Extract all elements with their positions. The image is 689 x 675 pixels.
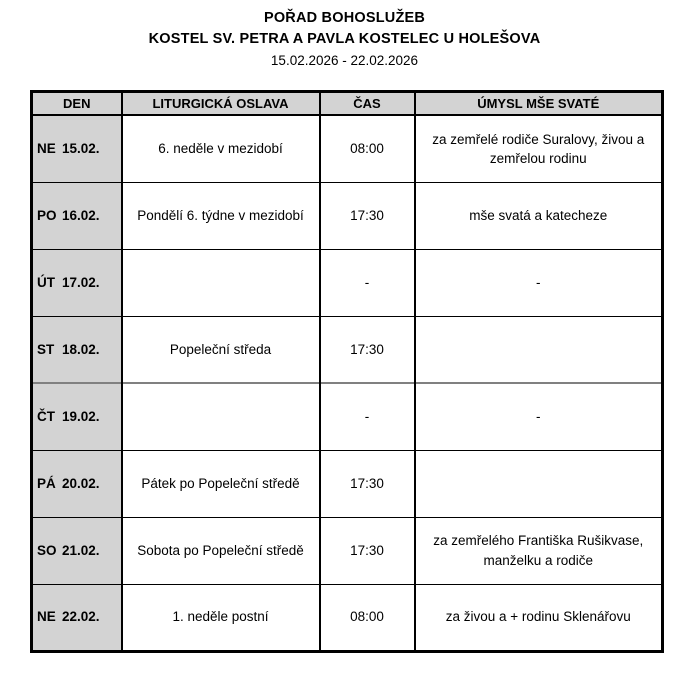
- day-cell: [32, 584, 122, 651]
- table-row: [32, 249, 663, 316]
- intention-cell: za zemřelého Františka Rušikvase, manželku a rodiče: [415, 517, 663, 584]
- day-abbr: PO: [37, 207, 57, 223]
- time-cell: 17:30: [320, 182, 415, 249]
- column-header-time: ČAS: [320, 92, 415, 116]
- day-cell: [32, 316, 122, 383]
- header-row: [32, 92, 663, 116]
- day-cell: [32, 115, 122, 182]
- day-abbr: NE: [37, 609, 56, 625]
- day-date: 16.02.: [62, 207, 100, 223]
- intention-cell: mše svatá a katecheze: [415, 182, 663, 249]
- church-title: KOSTEL SV. PETRA A PAVLA KOSTELEC U HOLEŠOVA: [148, 31, 541, 47]
- column-header-celebration: LITURGICKÁ OSLAVA: [122, 92, 320, 116]
- day-date: 15.02.: [62, 141, 100, 157]
- intention-cell: -: [415, 249, 663, 316]
- schedule-table: [30, 90, 664, 653]
- celebration-cell: Sobota po Popeleční středě: [122, 517, 320, 584]
- table-row: [32, 115, 663, 182]
- celebration-cell: [122, 383, 320, 450]
- time-cell: 08:00: [320, 584, 415, 651]
- celebration-cell: 6. neděle v mezidobí: [122, 115, 320, 182]
- celebration-cell: Pátek po Popeleční středě: [122, 450, 320, 517]
- day-cell: [32, 450, 122, 517]
- intention-cell: -: [415, 383, 663, 450]
- day-abbr: ÚT: [37, 274, 55, 290]
- day-abbr: ST: [37, 341, 55, 357]
- celebration-cell: 1. neděle postní: [122, 584, 320, 651]
- intention-cell: za zemřelé rodiče Suralovy, živou a zemřelou rodinu: [415, 115, 663, 182]
- day-abbr: PÁ: [37, 475, 56, 491]
- day-cell: [32, 517, 122, 584]
- time-cell: -: [320, 249, 415, 316]
- page-header: [0, 0, 689, 71]
- date-range: 15.02.2026 - 22.02.2026: [270, 53, 419, 68]
- day-date: 20.02.: [62, 475, 100, 491]
- celebration-cell: Popeleční středa: [122, 316, 320, 383]
- celebration-cell: Pondělí 6. týdne v mezidobí: [122, 182, 320, 249]
- intention-cell: [415, 450, 663, 517]
- table-row: [32, 584, 663, 651]
- day-cell: [32, 383, 122, 450]
- table-row: [32, 182, 663, 249]
- day-date: 21.02.: [62, 542, 100, 558]
- table-row: [32, 383, 663, 450]
- table-row: [32, 316, 663, 383]
- day-abbr: SO: [37, 542, 57, 558]
- table-row: [32, 450, 663, 517]
- time-cell: 17:30: [320, 450, 415, 517]
- celebration-cell: [122, 249, 320, 316]
- intention-cell: [415, 316, 663, 383]
- time-cell: 08:00: [320, 115, 415, 182]
- time-cell: -: [320, 383, 415, 450]
- day-abbr: ČT: [37, 409, 55, 425]
- time-cell: 17:30: [320, 517, 415, 584]
- intention-cell: za živou a + rodinu Sklenářovu: [415, 584, 663, 651]
- day-cell: [32, 249, 122, 316]
- day-date: 19.02.: [62, 409, 100, 425]
- day-date: 17.02.: [62, 274, 100, 290]
- day-date: 18.02.: [62, 341, 100, 357]
- table-row: [32, 517, 663, 584]
- column-header-intention: ÚMYSL MŠE SVATÉ: [415, 92, 663, 116]
- day-cell: [32, 182, 122, 249]
- page-title: POŘAD BOHOSLUŽEB: [263, 10, 426, 26]
- time-cell: 17:30: [320, 316, 415, 383]
- column-header-den: DEN: [32, 92, 122, 116]
- day-abbr: NE: [37, 141, 56, 157]
- day-date: 22.02.: [62, 609, 100, 625]
